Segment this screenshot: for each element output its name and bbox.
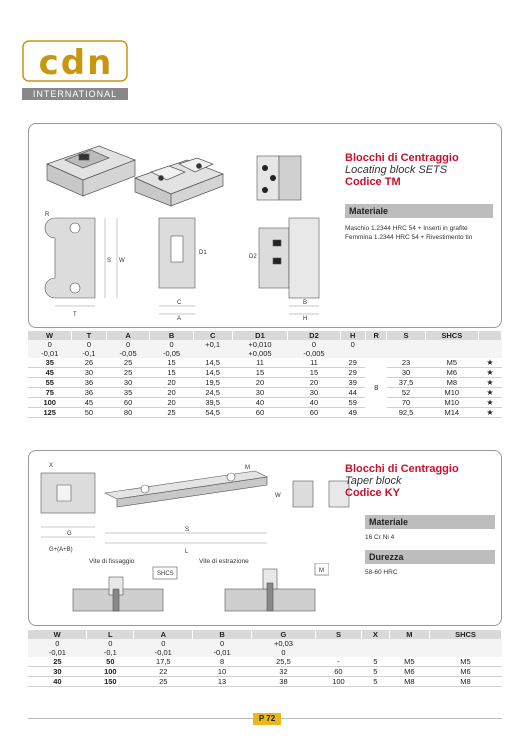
table-cell: -0,1: [71, 349, 106, 358]
table-cell: 38: [251, 677, 315, 687]
table-cell: M5: [429, 657, 501, 667]
star-icon: ★: [478, 388, 501, 398]
table-cell: M6: [425, 368, 478, 378]
col-r: R: [365, 331, 386, 340]
table-cell: [315, 648, 361, 657]
table-cell: 25,5: [251, 657, 315, 667]
table-ky: [28, 630, 502, 687]
table-cell: 32: [251, 667, 315, 677]
table-cell: 0: [150, 340, 193, 349]
dim-g2-label: G+(A+B): [49, 547, 73, 553]
table-cell: 22: [134, 667, 193, 677]
table-cell: 0: [106, 340, 149, 349]
durezza-value: 58-60 HRC: [365, 569, 398, 576]
table-cell: 10: [193, 667, 252, 677]
dim-s-label: S: [107, 258, 112, 264]
col-t: T: [71, 331, 106, 340]
table-cell: [387, 349, 425, 358]
table-cell: [361, 639, 389, 648]
table-cell: [389, 639, 429, 648]
table-row: [28, 378, 502, 388]
table-cell: 60: [106, 398, 149, 408]
table-row: [28, 677, 502, 687]
table-cell: M8: [429, 677, 501, 687]
table-cell: 30: [232, 388, 288, 398]
table-cell: 39,5: [193, 398, 232, 408]
col-w: W: [28, 331, 71, 340]
logo-subtitle: INTERNATIONAL: [22, 88, 128, 100]
table-cell: 92,5: [387, 408, 425, 418]
table-cell: 25: [106, 368, 149, 378]
table-cell: 15: [150, 358, 193, 368]
table-cell: 26: [71, 358, 106, 368]
table-cell: 23: [387, 358, 425, 368]
section2-title-en: Taper block: [345, 475, 402, 487]
col-x: X: [361, 630, 389, 639]
table-cell: 30: [288, 388, 340, 398]
table-cell: 0: [134, 639, 193, 648]
table-cell: 29: [340, 368, 365, 378]
table-cell: 44: [340, 388, 365, 398]
table-cell: +0,1: [193, 340, 232, 349]
table-tm: [28, 331, 502, 418]
table-cell: M10: [425, 398, 478, 408]
table-cell: [478, 340, 501, 349]
table-cell: M10: [425, 388, 478, 398]
col-h: H: [340, 331, 365, 340]
table-row: [28, 657, 502, 667]
table-cell: 17,5: [134, 657, 193, 667]
materiale-line-2: Femmina 1.2344 HRC 54 + Rivestimento tin: [345, 234, 473, 241]
materiale-line-1: Maschio 1.2344 HRC 54 + Inserti in grafite: [345, 225, 468, 232]
table-cell: M8: [389, 677, 429, 687]
table-cell: -0,005: [288, 349, 340, 358]
table-cell: 55: [28, 378, 71, 388]
table-cell: 70: [387, 398, 425, 408]
table-cell: 20: [150, 398, 193, 408]
table-cell: -0,01: [28, 349, 71, 358]
table-cell: 36: [71, 378, 106, 388]
table-row: [28, 388, 502, 398]
dim-s2-label: S: [185, 527, 190, 533]
section1-titles: [345, 152, 459, 188]
table-cell: 0: [288, 340, 340, 349]
table-cell: M5: [389, 657, 429, 667]
dim-t-label: T: [73, 312, 77, 318]
col-b: B: [193, 630, 252, 639]
table-cell: 40: [288, 398, 340, 408]
table-cell: 5: [361, 657, 389, 667]
materiale-panel-1: [345, 204, 493, 242]
vite-fissaggio-label: Vite di fissaggio: [89, 558, 135, 565]
table-cell: 15: [150, 368, 193, 378]
table-cell: [365, 349, 386, 358]
col-shcs: SHCS: [425, 331, 478, 340]
table-tm-header: [28, 331, 502, 340]
table-cell: 14,5: [193, 368, 232, 378]
table-cell: 60: [288, 408, 340, 418]
tolerance-row-upper: [28, 340, 502, 349]
table-cell: 11: [232, 358, 288, 368]
dimension-drawing-ky: [35, 461, 355, 555]
table-cell: 0: [71, 340, 106, 349]
table-cell: 30: [387, 368, 425, 378]
durezza-label: Durezza: [365, 550, 495, 564]
table-cell: -0,05: [106, 349, 149, 358]
table-ky-header: [28, 630, 502, 639]
tolerance-row-upper: [28, 639, 502, 648]
table-cell: 20: [150, 388, 193, 398]
table-row: [28, 398, 502, 408]
col-w: W: [28, 630, 87, 639]
section2-title-it: Blocchi di Centraggio: [345, 463, 459, 475]
tolerance-row-lower: [28, 648, 502, 657]
table-cell: [361, 648, 389, 657]
logo-text: cdn: [38, 43, 114, 83]
dim-a-label: A: [177, 316, 182, 320]
star-icon: ★: [478, 378, 501, 388]
section2-titles: [345, 463, 459, 499]
table-cell: [429, 639, 501, 648]
table-cell: -: [315, 657, 361, 667]
table-cell: 39: [340, 378, 365, 388]
col-shcs: SHCS: [429, 630, 501, 639]
star-icon: ★: [478, 398, 501, 408]
table-cell: -0,01: [28, 648, 87, 657]
col-b: B: [150, 331, 193, 340]
table-cell: [387, 340, 425, 349]
table-cell: 13: [193, 677, 252, 687]
table-cell: 52: [387, 388, 425, 398]
table-cell: 45: [28, 368, 71, 378]
table-cell: 8: [193, 657, 252, 667]
page-number-badge: P 72: [253, 713, 281, 725]
table-cell: 35: [106, 388, 149, 398]
table-cell: [425, 340, 478, 349]
table-cell: 0: [28, 340, 71, 349]
dim-g-label: G: [67, 531, 72, 537]
table-cell: 0: [193, 639, 252, 648]
table-cell: 80: [106, 408, 149, 418]
table-cell: 20: [288, 378, 340, 388]
table-cell: 30: [106, 378, 149, 388]
table-row: [28, 667, 502, 677]
section-locating-block: [28, 123, 502, 328]
table-cell: [315, 639, 361, 648]
table-cell: 15: [232, 368, 288, 378]
col-m: M: [389, 630, 429, 639]
table-cell: [425, 349, 478, 358]
materiale-label-2: Materiale: [365, 515, 495, 529]
table-cell: +0,03: [251, 639, 315, 648]
table-cell: 0: [340, 340, 365, 349]
table-cell: 40: [28, 677, 87, 687]
table-cell: 100: [87, 667, 134, 677]
table-row: [28, 408, 502, 418]
table-cell: 125: [28, 408, 71, 418]
table-cell: -0,01: [134, 648, 193, 657]
col-l: L: [87, 630, 134, 639]
materiale-panel-2: [365, 515, 495, 577]
table-cell: [478, 349, 501, 358]
table-cell: 60: [232, 408, 288, 418]
col-d2: D2: [288, 331, 340, 340]
col-star: [478, 331, 501, 340]
table-cell: 24,5: [193, 388, 232, 398]
table-cell: -0,01: [193, 648, 252, 657]
table-cell: 20: [232, 378, 288, 388]
col-c: C: [193, 331, 232, 340]
table-cell: 5: [361, 667, 389, 677]
dim-l-label: L: [185, 549, 189, 555]
table-row: [28, 368, 502, 378]
table-cell: M14: [425, 408, 478, 418]
dim-x-label: X: [49, 463, 54, 469]
dimension-drawing-tm: [37, 208, 337, 320]
table-cell: 49: [340, 408, 365, 418]
table-cell: 25: [134, 677, 193, 687]
shcs-callout: SHCS: [157, 571, 174, 577]
table-cell: +0,010: [232, 340, 288, 349]
table-cell: 0: [28, 639, 87, 648]
col-a: A: [106, 331, 149, 340]
table-cell: 29: [340, 358, 365, 368]
table-cell: 15: [288, 368, 340, 378]
dim-d2-label: D2: [249, 254, 257, 260]
table-cell: 54,5: [193, 408, 232, 418]
table-cell: 35: [28, 358, 71, 368]
col-a: A: [134, 630, 193, 639]
table-cell: 25: [150, 408, 193, 418]
table-cell: -0,05: [150, 349, 193, 358]
table-cell: M6: [429, 667, 501, 677]
table-cell: 25: [28, 657, 87, 667]
table-cell: [365, 340, 386, 349]
tolerance-row-lower: [28, 349, 502, 358]
col-s: S: [315, 630, 361, 639]
dim-c-label: C: [177, 300, 182, 306]
table-cell: 50: [87, 657, 134, 667]
table-cell: 75: [28, 388, 71, 398]
table-cell: 14,5: [193, 358, 232, 368]
dim-r-label: R: [45, 212, 50, 218]
table-cell: 100: [28, 398, 71, 408]
table-cell: 5: [361, 677, 389, 687]
section1-title-en: Locating block SETS: [345, 164, 448, 176]
table-cell: 150: [87, 677, 134, 687]
table-cell: [193, 349, 232, 358]
star-icon: ★: [478, 408, 501, 418]
dim-h-label: H: [303, 316, 308, 320]
star-icon: ★: [478, 358, 501, 368]
table-cell: M8: [425, 378, 478, 388]
table-cell: 59: [340, 398, 365, 408]
dim-m-label: M: [245, 465, 250, 471]
section-taper-block: [28, 450, 502, 626]
iso-drawing-tm: [39, 134, 239, 214]
table-cell: 19,5: [193, 378, 232, 388]
materiale-value-2: 16 Cr Ni 4: [365, 534, 395, 541]
table-cell: 37,5: [387, 378, 425, 388]
table-cell: 40: [232, 398, 288, 408]
table-cell: 100: [315, 677, 361, 687]
table-cell: 0: [251, 648, 315, 657]
dim-d1-label: D1: [199, 250, 207, 256]
r-value-cell: 8: [365, 358, 386, 418]
screw-drawings: [69, 563, 329, 619]
star-icon: ★: [478, 368, 501, 378]
m-callout: M: [319, 568, 324, 574]
col-g: G: [251, 630, 315, 639]
col-d1: D1: [232, 331, 288, 340]
table-cell: 20: [150, 378, 193, 388]
table-cell: 30: [28, 667, 87, 677]
table-cell: [429, 648, 501, 657]
table-cell: 36: [71, 388, 106, 398]
section1-code: Codice TM: [345, 176, 401, 188]
table-cell: 60: [315, 667, 361, 677]
dim-b-label: B: [303, 300, 308, 306]
table-cell: [389, 648, 429, 657]
table-cell: 11: [288, 358, 340, 368]
table-cell: 25: [106, 358, 149, 368]
materiale-label-1: Materiale: [345, 204, 493, 218]
table-cell: 0: [87, 639, 134, 648]
table-cell: -0,1: [87, 648, 134, 657]
vite-estrazione-label: Vite di estrazione: [199, 558, 249, 565]
section1-title-it: Blocchi di Centraggio: [345, 152, 459, 164]
table-row: [28, 358, 502, 368]
table-cell: 50: [71, 408, 106, 418]
table-cell: M5: [425, 358, 478, 368]
dim-w-label: W: [119, 258, 125, 264]
section2-code: Codice KY: [345, 487, 401, 499]
table-cell: +0,005: [232, 349, 288, 358]
table-cell: 45: [71, 398, 106, 408]
table-cell: 30: [71, 368, 106, 378]
col-s: S: [387, 331, 425, 340]
dim-w2-label: W: [275, 493, 281, 499]
table-cell: M6: [389, 667, 429, 677]
sideview-tm: [255, 154, 315, 204]
table-cell: [340, 349, 365, 358]
